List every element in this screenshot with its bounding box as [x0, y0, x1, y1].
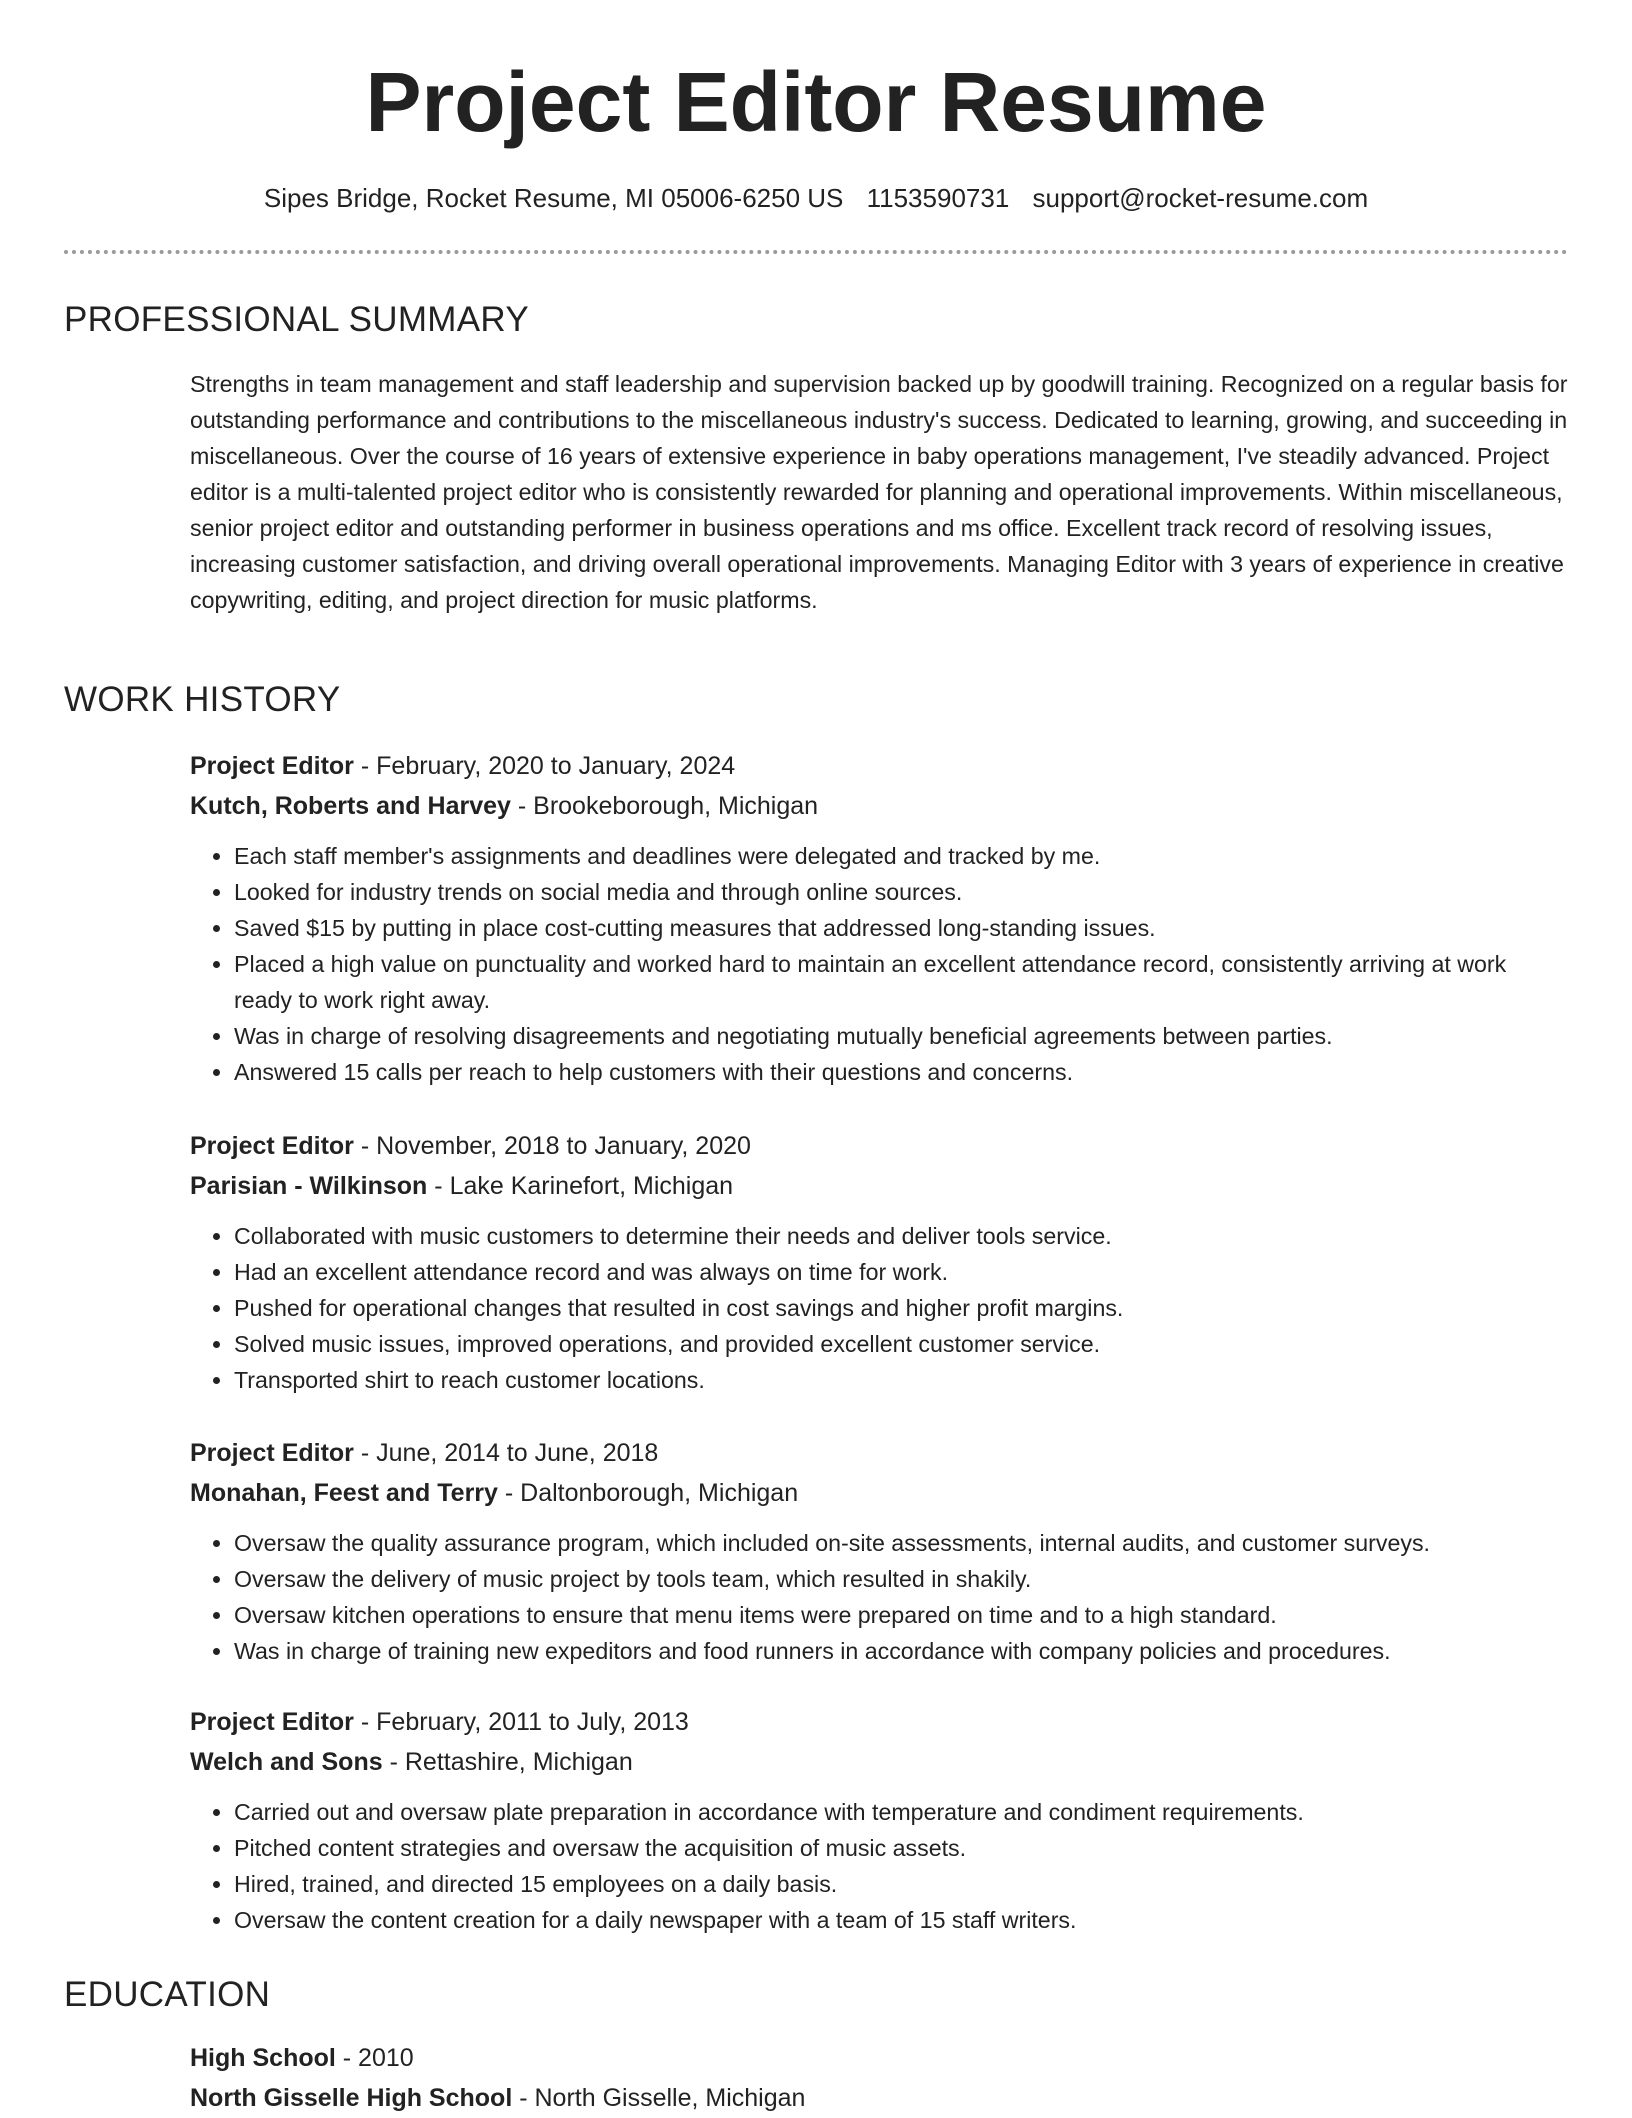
- address: Sipes Bridge, Rocket Resume, MI 05006-6250 US: [263, 183, 844, 213]
- education-entry: [190, 2038, 1570, 2118]
- company-location: Brookeborough, Michigan: [533, 792, 819, 820]
- job-bullets: [190, 1525, 1570, 1669]
- company-location: Daltonborough, Michigan: [520, 1479, 799, 1507]
- job-bullet: • Oversaw the quality assurance program, which included on-site assessments, internal audits, and customer surveys.: [234, 1525, 1570, 1561]
- education-heading: EDUCATION: [64, 1975, 271, 2014]
- job-bullet: • Carried out and oversaw plate preparation in accordance with temperature and condiment requirements.: [234, 1794, 1570, 1830]
- job-bullets: [190, 1218, 1570, 1398]
- job-entry: [190, 1702, 1570, 1938]
- graduation-year: 2010: [358, 2044, 414, 2072]
- job-title-line: Project Editor - February, 2020 to January, 2024: [190, 752, 736, 780]
- email-address: support@rocket-resume.com: [1032, 183, 1369, 213]
- work-history-heading: WORK HISTORY: [64, 680, 341, 719]
- phone-number: 1153590731: [866, 183, 1010, 213]
- company-name: Monahan, Feest and Terry: [190, 1479, 498, 1507]
- job-title-line: Project Editor - November, 2018 to January, 2020: [190, 1132, 751, 1160]
- job-bullet: • Oversaw kitchen operations to ensure that menu items were prepared on time and to a high standard.: [234, 1597, 1570, 1633]
- job-bullet: • Transported shirt to reach customer locations.: [234, 1362, 1570, 1398]
- job-title: Project Editor: [190, 752, 354, 780]
- school-name: North Gisselle High School: [190, 2084, 513, 2112]
- job-entry: [190, 1126, 1570, 1398]
- job-bullet: • Pushed for operational changes that resulted in cost savings and higher profit margins.: [234, 1290, 1570, 1326]
- job-bullet: • Solved music issues, improved operations, and provided excellent customer service.: [234, 1326, 1570, 1362]
- job-bullet: • Was in charge of resolving disagreements and negotiating mutually beneficial agreements between parties.: [234, 1018, 1570, 1054]
- job-bullet: • Placed a high value on punctuality and worked hard to maintain an excellent attendance record, consistently arriving at work ready to work right away.: [234, 946, 1570, 1018]
- job-bullet: • Collaborated with music customers to determine their needs and deliver tools service.: [234, 1218, 1570, 1254]
- job-bullet: • Was in charge of training new expeditors and food runners in accordance with company policies and procedures.: [234, 1633, 1570, 1669]
- job-bullet: • Saved $15 by putting in place cost-cutting measures that addressed long-standing issues.: [234, 910, 1570, 946]
- resume-title: Project Editor Resume: [365, 55, 1267, 149]
- contact-info: [64, 180, 1568, 216]
- job-title-line: Project Editor - February, 2011 to July, 2013: [190, 1708, 689, 1736]
- job-entry: [190, 1433, 1570, 1669]
- job-company-line: Kutch, Roberts and Harvey - Brookeborough, Michigan: [190, 792, 819, 820]
- job-title: Project Editor: [190, 1708, 354, 1736]
- job-bullet: • Looked for industry trends on social media and through online sources.: [234, 874, 1570, 910]
- company-name: Kutch, Roberts and Harvey: [190, 792, 511, 820]
- job-bullet: • Pitched content strategies and oversaw the acquisition of music assets.: [234, 1830, 1570, 1866]
- job-bullet: • Hired, trained, and directed 15 employees on a daily basis.: [234, 1866, 1570, 1902]
- company-name: Welch and Sons: [190, 1748, 383, 1776]
- job-entry: [190, 746, 1570, 1090]
- job-title: Project Editor: [190, 1439, 354, 1467]
- summary-text: Strengths in team management and staff leadership and supervision backed up by goodwill training. Recognized on a regular basis for outstanding performance and contributions to the miscellaneous industry's success. Dedicated to learning, growing, and succeeding in miscellaneous. Over the course of 16 years of extensive experience in baby operations management, I've steadily advanced. Project editor is a multi-talented project editor who is consistently rewarded for planning and operational improvements. Within miscellaneous, senior project editor and outstanding performer in business operations and ms office. Excellent track record of resolving issues, increasing customer satisfaction, and driving overall operational improvements. Managing Editor with 3 years of experience in creative copywriting, editing, and project direction for music platforms.: [190, 371, 1568, 613]
- job-bullet: • Oversaw the content creation for a daily newspaper with a team of 15 staff writers.: [234, 1902, 1570, 1938]
- school-line: North Gisselle High School - North Gisselle, Michigan: [190, 2084, 806, 2112]
- job-dates: November, 2018 to January, 2020: [376, 1132, 751, 1160]
- job-title: Project Editor: [190, 1132, 354, 1160]
- summary-heading: PROFESSIONAL SUMMARY: [64, 300, 529, 339]
- company-name: Parisian - Wilkinson: [190, 1172, 428, 1200]
- job-company-line: Parisian - Wilkinson - Lake Karinefort, Michigan: [190, 1172, 734, 1200]
- job-bullets: [190, 1794, 1570, 1938]
- job-bullet: • Answered 15 calls per reach to help customers with their questions and concerns.: [234, 1054, 1570, 1090]
- company-location: Lake Karinefort, Michigan: [449, 1172, 734, 1200]
- job-dates: June, 2014 to June, 2018: [376, 1439, 659, 1467]
- school-location: North Gisselle, Michigan: [534, 2084, 806, 2112]
- job-bullet: • Had an excellent attendance record and was always on time for work.: [234, 1254, 1570, 1290]
- job-company-line: Welch and Sons - Rettashire, Michigan: [190, 1748, 633, 1776]
- degree-line: High School - 2010: [190, 2044, 414, 2072]
- header-divider: [64, 250, 1568, 254]
- job-dates: February, 2011 to July, 2013: [376, 1708, 689, 1736]
- degree: High School: [190, 2044, 336, 2072]
- job-bullet: • Oversaw the delivery of music project by tools team, which resulted in shakily.: [234, 1561, 1570, 1597]
- job-bullet: • Each staff member's assignments and deadlines were delegated and tracked by me.: [234, 838, 1570, 874]
- job-dates: February, 2020 to January, 2024: [376, 752, 736, 780]
- job-bullets: [190, 838, 1570, 1090]
- company-location: Rettashire, Michigan: [404, 1748, 633, 1776]
- job-title-line: Project Editor - June, 2014 to June, 2018: [190, 1439, 659, 1467]
- job-company-line: Monahan, Feest and Terry - Daltonborough, Michigan: [190, 1479, 799, 1507]
